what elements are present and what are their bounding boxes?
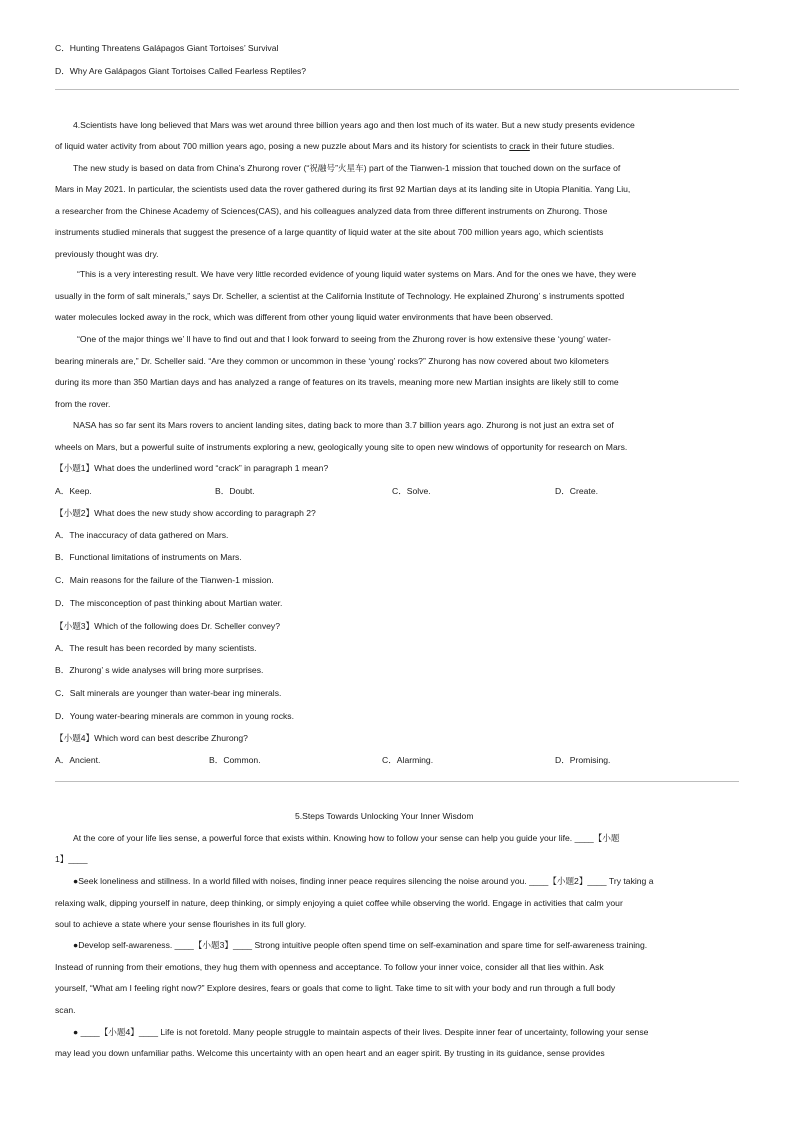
passage-5-line: Instead of running from their emotions, they hug them with openness and acceptance. To follow your inner voice, consider all that lies within. Ask xyxy=(55,962,604,972)
q3-option-d: D．Why Are Galápagos Giant Tortoises Called Fearless Reptiles? xyxy=(55,66,307,76)
passage-5-line: ●Develop self-awareness. ____【小题3】____ Strong intuitive people often spend time on self-examination and spare time for self-awareness training. xyxy=(73,940,648,950)
passage-4-line: water molecules locked away in the rock, which was different from other young liquid water environments that have been observed. xyxy=(55,312,554,322)
passage-4-line: NASA has so far sent its Mars rovers to ancient landing sites, dating back to more than 3.7 billion years ago. Zhurong is not just an extra set of xyxy=(73,420,614,430)
section-divider xyxy=(55,89,739,90)
passage-4-line: of liquid water activity from about 700 million years ago, posing a new puzzle about Mars and its history for scientists to crack in their future studies. xyxy=(55,141,615,151)
question-3-stem: 【小题3】Which of the following does Dr. Scheller convey? xyxy=(55,621,280,631)
question-3-option-d[interactable]: D．Young water-bearing minerals are common in young rocks. xyxy=(55,711,294,721)
question-2-option-b[interactable]: B．Functional limitations of instruments on Mars. xyxy=(55,552,242,562)
passage-4-line: usually in the form of salt minerals,” says Dr. Scheller, a scientist at the California Institute of Technology. He explained Zhurong’ s instruments spotted xyxy=(55,291,625,301)
passage-4-line: a researcher from the Chinese Academy of Sciences(CAS), and his colleagues analyzed data from three different instruments on Zhurong. Those xyxy=(55,206,608,216)
question-1-option-d[interactable]: D．Create. xyxy=(555,486,598,496)
question-1-option-b[interactable]: B．Doubt. xyxy=(215,486,255,496)
passage-5-line: 1】____ xyxy=(55,854,88,864)
passage-4-line: 4.Scientists have long believed that Mars was wet around three billion years ago and then lost much of its water. But a new study presents evidence xyxy=(73,120,635,130)
question-1-stem: 【小题1】What does the underlined word “crack” in paragraph 1 mean? xyxy=(55,463,329,473)
passage-4-line: “One of the major things we’ ll have to find out and that I look forward to seeing from the Zhurong rover is how extensive these ‘young’ water- xyxy=(77,334,611,344)
passage-4-line: Mars in May 2021. In particular, the scientists used data the rover gathered during its first 92 Martian days at its landing site in Utopia Planitia. Yang Liu, xyxy=(55,184,631,194)
passage-5-line: At the core of your life lies sense, a powerful force that exists within. Knowing how to follow your sense can help you guide your life. ____【小题 xyxy=(73,833,620,843)
question-1-option-c[interactable]: C．Solve. xyxy=(392,486,431,496)
passage-5-line: ●Seek loneliness and stillness. In a world filled with noises, finding inner peace requires silencing the noise around you. ____【小题2】____ Try taking a xyxy=(73,876,654,886)
underlined-word: crack xyxy=(509,141,530,151)
question-2-option-a[interactable]: A．The inaccuracy of data gathered on Mars. xyxy=(55,530,229,540)
passage-5-line: soul to achieve a state where your sense flourishes in its full glory. xyxy=(55,919,307,929)
passage-4-line: bearing minerals are,” Dr. Scheller said. “Are they common or uncommon in these ‘young’ rocks?” Zhurong has now covered about two kilometers xyxy=(55,356,609,366)
passage-4-line: during its more than 350 Martian days and has analyzed a range of features on its travels, meaning more new Martian insights are likely still to come xyxy=(55,377,619,387)
passage-4-line: “This is a very interesting result. We have very little recorded evidence of young liquid water systems on Mars. And for the ones we have, they were xyxy=(77,269,637,279)
section-divider xyxy=(55,781,739,782)
passage-4-line: previously thought was dry. xyxy=(55,249,159,259)
passage-5-line: yourself, “What am I feeling right now?” Explore desires, fears or goals that come to light. Take time to sit with your body and run through a full body xyxy=(55,983,616,993)
passage-5-title: 5.Steps Towards Unlocking Your Inner Wisdom xyxy=(295,811,474,821)
passage-4-line: from the rover. xyxy=(55,399,111,409)
passage-5-line: may lead you down unfamiliar paths. Welcome this uncertainty with an open heart and an eager spirit. By trusting in its guidance, sense provides xyxy=(55,1048,605,1058)
question-1-option-a[interactable]: A．Keep. xyxy=(55,486,92,496)
question-3-option-c[interactable]: C．Salt minerals are younger than water-bear ing minerals. xyxy=(55,688,282,698)
question-4-option-a[interactable]: A．Ancient. xyxy=(55,755,101,765)
passage-5-line: scan. xyxy=(55,1005,76,1015)
question-2-option-c[interactable]: C．Main reasons for the failure of the Tianwen-1 mission. xyxy=(55,575,274,585)
question-2-option-d[interactable]: D．The misconception of past thinking about Martian water. xyxy=(55,598,283,608)
passage-4-line: The new study is based on data from China’s Zhurong rover (“祝融号”火星车) part of the Tianwen-1 mission that touched down on the surface of xyxy=(73,163,621,173)
question-4-option-c[interactable]: C．Alarming. xyxy=(382,755,434,765)
q3-option-c: C．Hunting Threatens Galápagos Giant Tortoises’ Survival xyxy=(55,43,279,53)
question-4-stem: 【小题4】Which word can best describe Zhurong? xyxy=(55,733,248,743)
question-3-option-a[interactable]: A．The result has been recorded by many scientists. xyxy=(55,643,257,653)
passage-4-line: instruments studied minerals that suggest the presence of a large quantity of liquid water at the site about 700 million years ago, which scientists xyxy=(55,227,604,237)
question-2-stem: 【小题2】What does the new study show according to paragraph 2? xyxy=(55,508,316,518)
question-4-option-b[interactable]: B．Common. xyxy=(209,755,261,765)
passage-4-line: wheels on Mars, but a powerful suite of instruments exploring a new, geologically young site to open new windows of opportunity for research on Mars. xyxy=(55,442,628,452)
passage-5-line: relaxing walk, dipping yourself in nature, deep thinking, or simply enjoying a quiet coffee while observing the world. Engage in activities that calm your xyxy=(55,898,623,908)
passage-5-line: ● ____【小题4】____ Life is not foretold. Many people struggle to maintain aspects of their lives. Despite inner fear of uncertainty, following your sense xyxy=(73,1027,649,1037)
question-3-option-b[interactable]: B．Zhurong’ s wide analyses will bring more surprises. xyxy=(55,665,264,675)
question-4-option-d[interactable]: D．Promising. xyxy=(555,755,611,765)
